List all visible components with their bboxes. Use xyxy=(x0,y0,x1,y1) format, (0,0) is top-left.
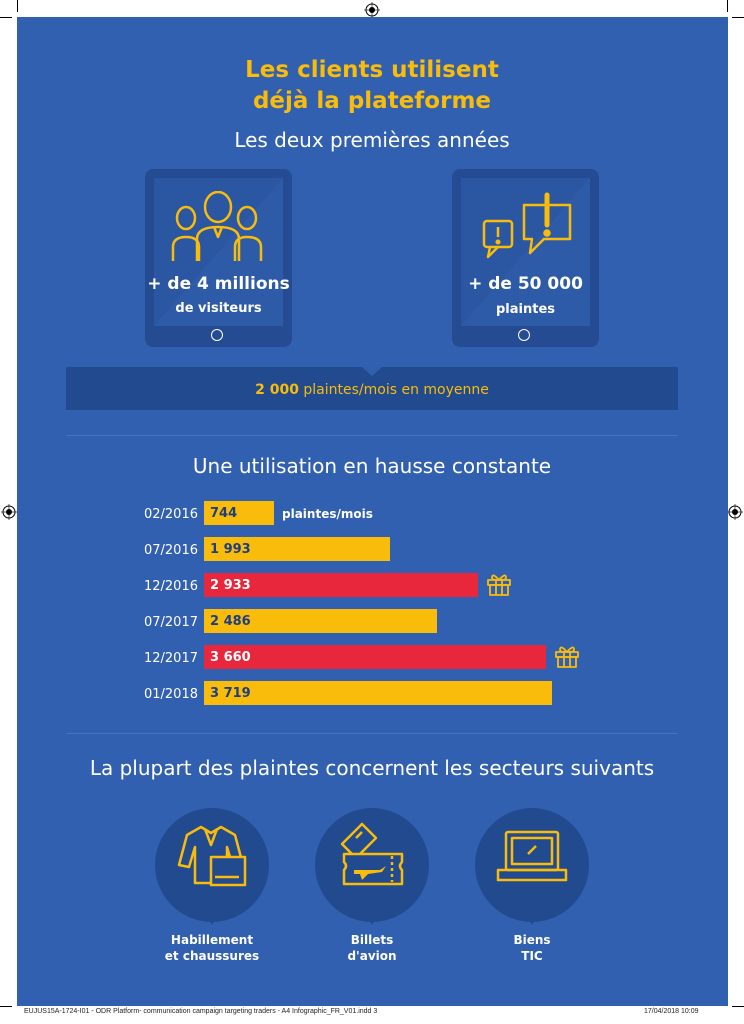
crop-mark xyxy=(0,1006,12,1007)
sector-line-1: Billets xyxy=(350,933,394,947)
bar-date: 07/2017 xyxy=(143,615,198,630)
plane-ticket-icon xyxy=(336,822,410,888)
visitors-label: de visiteurs xyxy=(175,301,262,316)
sector-line-2: d'avion xyxy=(347,949,397,963)
registration-mark-icon xyxy=(1,504,17,520)
average-label: plaintes/mois en moyenne xyxy=(298,382,489,398)
complaints-label: plaintes xyxy=(495,302,555,317)
sector-pin-tail xyxy=(201,905,223,925)
title-line-1: Les clients utilisent xyxy=(245,57,499,83)
sector-line-2: et chaussures xyxy=(164,949,260,963)
complaint-bubbles-icon xyxy=(480,191,572,259)
average-notch xyxy=(362,367,382,376)
gift-icon xyxy=(486,571,512,597)
footer-file-info: EUJUS15A-1724-I01 - ODR Platform- communication campaign targeting traders - A4 Infographic_FR_V01.indd 3 xyxy=(24,1008,378,1015)
visitors-count: + de 4 millions xyxy=(147,274,290,294)
bar-date: 07/2016 xyxy=(143,543,198,558)
bar-value: 3 660 xyxy=(210,650,251,665)
clothing-icon xyxy=(177,823,247,889)
visitors-card xyxy=(145,169,292,347)
bar-value: 744 xyxy=(210,506,238,521)
crop-mark xyxy=(732,1006,744,1007)
divider xyxy=(66,435,678,436)
people-icon xyxy=(169,191,267,263)
sector-pin-tail xyxy=(361,905,383,925)
registration-mark-icon xyxy=(364,2,380,18)
crop-mark xyxy=(727,0,728,12)
crop-mark xyxy=(732,17,744,18)
complaints-card xyxy=(452,169,599,347)
usage-title: Une utilisation en hausse constante xyxy=(192,454,552,478)
complaints-count: + de 50 000 xyxy=(468,274,583,294)
sector-plane-tickets xyxy=(297,932,447,964)
sectors-title: La plupart des plaintes concernent les secteurs suivants xyxy=(89,756,655,780)
tablet-home-button xyxy=(211,329,223,341)
bar-value: 2 933 xyxy=(210,578,251,593)
sector-line-2: TIC xyxy=(521,949,543,963)
divider xyxy=(66,733,678,734)
bar xyxy=(204,681,552,705)
bar xyxy=(204,645,546,669)
bar-date: 02/2016 xyxy=(143,507,198,522)
bar-date: 12/2017 xyxy=(143,651,198,666)
footer-timestamp: 17/04/2018 10:09 xyxy=(644,1008,699,1015)
gift-icon xyxy=(554,643,580,669)
sector-pin-tail xyxy=(521,905,543,925)
sector-ict-goods xyxy=(457,932,607,964)
unit-label: plaintes/mois xyxy=(282,507,373,521)
registration-mark-icon xyxy=(727,504,743,520)
bar-value: 1 993 xyxy=(210,542,251,557)
title-line-2: déjà la plateforme xyxy=(252,88,492,114)
bar-date: 01/2018 xyxy=(143,687,198,702)
crop-mark xyxy=(17,0,18,12)
crop-mark xyxy=(0,17,12,18)
bar-date: 12/2016 xyxy=(143,579,198,594)
average-number: 2 000 xyxy=(255,382,299,398)
bar-value: 2 486 xyxy=(210,614,251,629)
average-text xyxy=(66,382,678,398)
sector-line-1: Biens xyxy=(513,933,551,947)
laptop-icon xyxy=(496,828,568,886)
bar-value: 3 719 xyxy=(210,686,251,701)
sector-line-1: Habillement xyxy=(170,933,254,947)
tablet-home-button xyxy=(518,329,530,341)
sector-clothing xyxy=(137,932,287,964)
subtitle: Les deux premières années xyxy=(234,128,510,152)
